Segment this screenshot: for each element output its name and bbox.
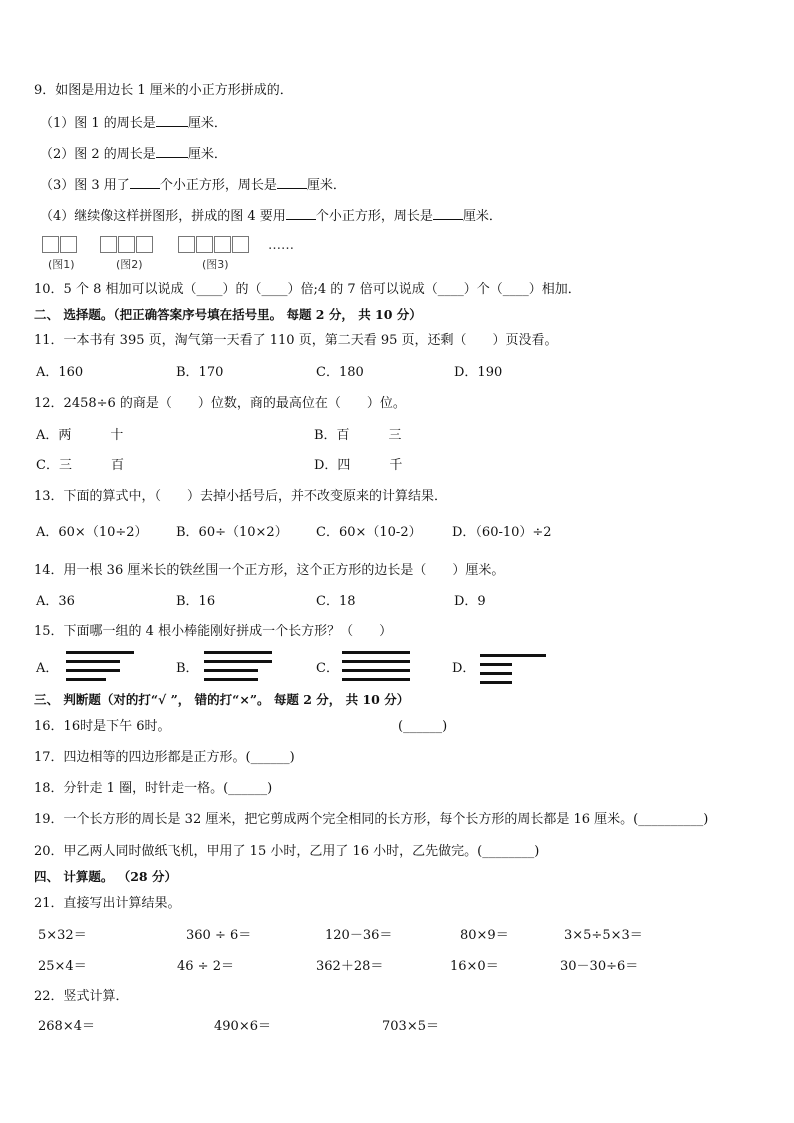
figure-2-label: (图2) <box>116 258 143 271</box>
q12-stem: 12．2458÷6 的商是（ ）位数，商的最高位在（ ）位。 <box>34 396 406 411</box>
answer-blank[interactable] <box>156 114 188 127</box>
q22-stem: 22．竖式计算． <box>34 989 129 1004</box>
stick <box>66 651 134 654</box>
stick <box>342 651 410 654</box>
q13-option-d[interactable]: D．（60-10）÷2 <box>452 525 552 540</box>
calc-item: 362＋28＝ <box>316 959 384 974</box>
stick <box>66 678 106 681</box>
q11-option-c[interactable]: C．180 <box>316 365 364 380</box>
stick <box>66 669 120 672</box>
q9-part1 <box>40 114 227 133</box>
stick <box>480 672 512 675</box>
stick <box>66 660 120 663</box>
stick <box>342 678 410 681</box>
q10-stem: 10．5 个 8 相加可以说成（____）的（____）倍;4 的 7 倍可以说成（____）个（____）相加． <box>34 282 581 297</box>
q14-option-c[interactable]: C．18 <box>316 594 356 609</box>
q9-part3-unit: 厘米． <box>306 178 346 193</box>
unit-square <box>42 236 59 253</box>
q11-option-a[interactable]: A．160 <box>36 365 84 380</box>
q9-part3-text: （3）图 3 用了 <box>40 178 130 193</box>
section-4-heading: 四、 计算题。 （28 分） <box>34 869 177 884</box>
answer-blank[interactable] <box>433 207 463 220</box>
q9-part2-unit: 厘米． <box>187 147 227 162</box>
q9-part4-text: （4）继续像这样拼图形，拼成的图 4 要用 <box>40 209 286 224</box>
q15-option-c[interactable]: C． <box>316 661 339 676</box>
q15-option-b[interactable]: B． <box>176 661 199 676</box>
stick <box>204 678 258 681</box>
section-3-heading: 三、 判断题（对的打“√ ”， 错的打“×”。 每题 2 分， 共 10 分） <box>34 692 410 707</box>
q16-stem: 16．16时是下午 6时。 <box>34 719 171 734</box>
q12-option-a[interactable]: A．两 十 <box>36 428 124 443</box>
stick <box>204 660 272 663</box>
q12-option-d[interactable]: D．四 千 <box>314 458 403 473</box>
unit-square <box>60 236 77 253</box>
calc-item: 16×0＝ <box>450 959 499 974</box>
q11-stem: 11．一本书有 395 页，淘气第一天看了 110 页，第二天看 95 页，还剩（ ）页没看。 <box>34 333 558 348</box>
calc-item: 5×32＝ <box>38 928 87 943</box>
stick <box>480 681 512 684</box>
stick <box>480 654 546 657</box>
q9-part3 <box>40 176 346 195</box>
stick <box>480 663 512 666</box>
stick <box>342 660 410 663</box>
calc-item: 120－36＝ <box>325 928 393 943</box>
vertical-calc-item: 268×4＝ <box>38 1019 95 1034</box>
q9-part4 <box>40 207 502 226</box>
figure-3-label: (图3) <box>202 258 229 271</box>
answer-blank[interactable] <box>286 207 316 220</box>
stick <box>342 669 410 672</box>
continuation-dots: …… <box>268 238 294 253</box>
q17-stem: 17．四边相等的四边形都是正方形。(______) <box>34 750 295 765</box>
unit-square <box>214 236 231 253</box>
answer-blank[interactable] <box>277 176 307 189</box>
q14-option-d[interactable]: D．9 <box>454 594 486 609</box>
figure-2 <box>100 236 160 272</box>
unit-square <box>196 236 213 253</box>
q18-stem: 18．分针走 1 圈，时针走一格。(______) <box>34 781 273 796</box>
calc-item: 46 ÷ 2＝ <box>177 959 234 974</box>
q11-option-d[interactable]: D．190 <box>454 365 503 380</box>
unit-square <box>232 236 249 253</box>
section-2-heading: 二、 选择题。（把正确答案序号填在括号里。 每题 2 分， 共 10 分） <box>34 307 422 322</box>
q20-stem: 20．甲乙两人同时做纸飞机，甲用了 15 小时，乙用了 16 小时，乙先做完。(________) <box>34 844 540 859</box>
figure-1 <box>42 236 82 272</box>
q14-option-b[interactable]: B．16 <box>176 594 216 609</box>
q19-stem: 19．一个长方形的周长是 32 厘米，把它剪成两个完全相同的长方形，每个长方形的周长都是 16 厘米。(__________) <box>34 812 709 827</box>
figure-3 <box>178 236 258 272</box>
answer-blank[interactable] <box>130 176 160 189</box>
q12-option-c[interactable]: C．三 百 <box>36 458 124 473</box>
unit-square <box>118 236 135 253</box>
figure-1-label: (图1) <box>48 258 75 271</box>
answer-blank[interactable] <box>156 145 188 158</box>
q15-option-d[interactable]: D． <box>452 661 476 676</box>
q13-stem: 13．下面的算式中，（ ）去掉小括号后，并不改变原来的计算结果． <box>34 489 448 504</box>
calc-item: 360 ÷ 6＝ <box>186 928 252 943</box>
unit-square <box>136 236 153 253</box>
q9-part4-mid: 个小正方形，周长是 <box>315 209 433 224</box>
q15-option-a[interactable]: A． <box>36 661 59 676</box>
vertical-calc-item: 490×6＝ <box>214 1019 271 1034</box>
q9-part4-unit: 厘米． <box>462 209 502 224</box>
q9-part3-mid: 个小正方形，周长是 <box>159 178 277 193</box>
calc-item: 3×5÷5×3＝ <box>564 928 643 943</box>
q14-option-a[interactable]: A．36 <box>36 594 75 609</box>
calc-item: 30－30÷6＝ <box>560 959 639 974</box>
q21-stem: 21．直接写出计算结果。 <box>34 896 181 911</box>
q16-answer-blank[interactable]: (______) <box>398 719 448 734</box>
q9-part2 <box>40 145 227 164</box>
calc-item: 80×9＝ <box>460 928 509 943</box>
q9-part1-unit: 厘米． <box>187 116 227 131</box>
q13-option-b[interactable]: B．60÷（10×2） <box>176 525 288 540</box>
unit-square <box>100 236 117 253</box>
calc-item: 25×4＝ <box>38 959 87 974</box>
q13-option-c[interactable]: C．60×（10-2） <box>316 525 422 540</box>
q9-part2-text: （2）图 2 的周长是 <box>40 147 156 162</box>
q15-stem: 15．下面哪一组的 4 根小棒能刚好拼成一个长方形？（ ） <box>34 624 393 639</box>
q11-option-b[interactable]: B．170 <box>176 365 224 380</box>
q13-option-a[interactable]: A．60×（10÷2） <box>36 525 148 540</box>
stick <box>204 669 258 672</box>
unit-square <box>178 236 195 253</box>
q14-stem: 14．用一根 36 厘米长的铁丝围一个正方形，这个正方形的边长是（ ）厘米。 <box>34 563 505 578</box>
q12-option-b[interactable]: B．百 三 <box>314 428 402 443</box>
q9-stem: 9．如图是用边长 1 厘米的小正方形拼成的． <box>34 83 293 98</box>
q9-part1-text: （1）图 1 的周长是 <box>40 116 156 131</box>
stick <box>204 651 272 654</box>
vertical-calc-item: 703×5＝ <box>382 1019 439 1034</box>
